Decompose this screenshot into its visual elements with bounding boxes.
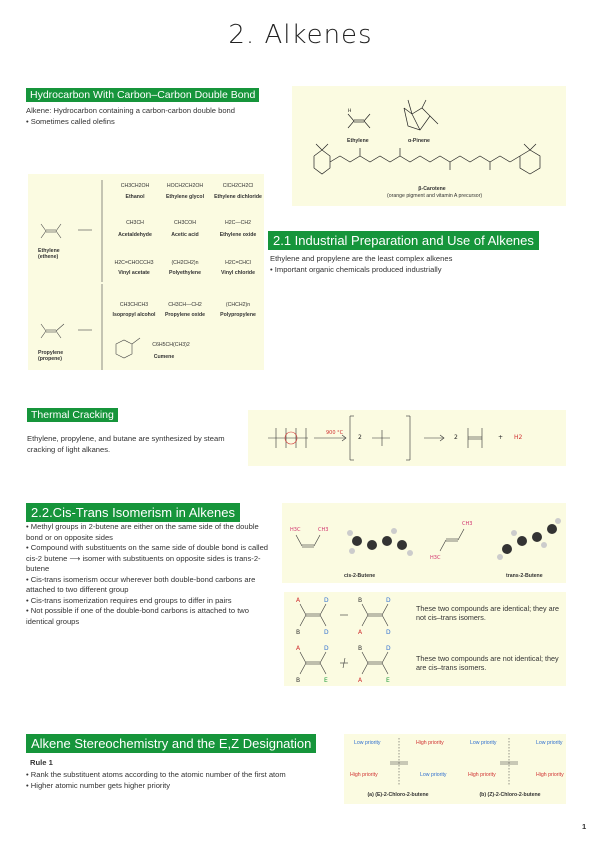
ez-rules-text	[26, 770, 326, 791]
svg-text:D: D	[386, 597, 391, 604]
product-name: Acetaldehyde	[118, 232, 152, 238]
caption-z-isomer: (b) (Z)-2-Chloro-2-butene	[479, 792, 541, 798]
svg-text:D: D	[386, 645, 391, 652]
high-priority-label: High priority	[468, 772, 496, 778]
section-header-hydrocarbon: Hydrocarbon With Carbon–Carbon Double Bond	[26, 88, 259, 102]
product-formula: CH3CH	[126, 220, 144, 226]
alkene-term: Alkene	[26, 106, 50, 115]
alkene-definition	[26, 106, 276, 127]
product-formula: H2C=CHOCCH3	[114, 260, 154, 266]
cis-butene-caption: cis-2-Butene	[344, 573, 376, 579]
product-name: Ethylene dichloride	[214, 194, 262, 200]
product-name: Ethylene oxide	[219, 232, 257, 238]
page-title: 2. Alkenes	[228, 20, 373, 50]
cis-trans-bullet: • Not possible if one of the double-bond carbons is attached to two identical groups	[26, 606, 250, 626]
industrial-text	[270, 254, 570, 275]
ez-examples-figure	[344, 734, 566, 804]
alkene-definition-text: : Hydrocarbon containing a carbon-carbon double bond	[49, 106, 235, 115]
product-formula: ClCH2CH2Cl	[222, 183, 254, 189]
propylene-sub: (propene)	[38, 356, 62, 362]
ethylene-caption: Ethylene	[347, 138, 369, 144]
product-name: Vinyl acetate	[118, 270, 150, 276]
butene-models-figure	[282, 503, 566, 583]
industrial-line-2: • Important organic chemicals produced industrially	[270, 264, 442, 274]
ethylene-sub: (ethene)	[38, 254, 59, 260]
product-name: Propylene oxide	[164, 312, 206, 318]
ethylene-name: Ethylene	[38, 248, 60, 254]
trans-butene-caption: trans-2-Butene	[506, 573, 543, 579]
product-name: Polyethylene	[168, 270, 201, 276]
low-priority-label: Low priority	[470, 740, 497, 746]
low-priority-label: Low priority	[536, 740, 563, 746]
rule-1-label: Rule 1	[30, 758, 53, 767]
product-formula: CH3COH	[174, 220, 196, 226]
product-name: Acetic acid	[171, 232, 199, 238]
butene-models-drawing	[282, 503, 566, 583]
alkene-examples-figure	[292, 86, 566, 206]
cis-trans-bullets	[26, 522, 276, 627]
ez-rule-line-2: • Higher atomic number gets higher priority	[26, 780, 171, 790]
svg-text:D: D	[386, 629, 391, 636]
isomer-comparison-figure	[284, 592, 566, 686]
svg-text:B: B	[358, 645, 363, 652]
section-header-ez: Alkene Stereochemistry and the E,Z Designation	[26, 734, 316, 753]
product-formula: C6H5CH(CH3)2	[152, 342, 190, 348]
high-priority-label: High priority	[416, 740, 444, 746]
svg-text:B: B	[296, 629, 301, 636]
product-formula: CH3CHCH3	[119, 302, 149, 308]
svg-text:H3C: H3C	[290, 527, 301, 533]
svg-text:H3C: H3C	[430, 555, 441, 561]
product-formula: CH3CH—CH2	[168, 302, 202, 308]
product-formula: CH3CH2OH	[120, 183, 150, 189]
thermal-cracking-text: Ethylene, propylene, and butane are synthesized by steam cracking of light alkanes.	[27, 434, 225, 454]
high-priority-label: High priority	[536, 772, 564, 778]
svg-text:E: E	[324, 677, 328, 684]
pinene-caption: α-Pinene	[408, 138, 430, 144]
product-formula: (CH2CH2)n	[171, 260, 199, 266]
svg-text:A: A	[358, 677, 363, 684]
svg-text:B: B	[296, 677, 301, 684]
product-name: Isopropyl alcohol	[112, 312, 156, 318]
product-name: Vinyl chloride	[221, 270, 255, 276]
industrial-line-1: Ethylene and propylene are the least complex alkenes	[270, 254, 453, 263]
page-number: 1	[582, 822, 587, 831]
svg-text:A: A	[296, 597, 301, 604]
product-formula: H2C—CH2	[225, 220, 251, 226]
section-header-cis-trans: 2.2.Cis-Trans Isomerism in Alkenes	[26, 503, 240, 522]
svg-text:A: A	[296, 645, 301, 652]
product-name: Cumene	[153, 354, 175, 360]
section-header-industrial: 2.1 Industrial Preparation and Use of Alkenes	[268, 231, 539, 250]
svg-text:D: D	[324, 645, 329, 652]
plus-sign: +	[498, 434, 504, 441]
svg-text:E: E	[386, 677, 390, 684]
identical-note: These two compounds are identical; they are not cis–trans isomers.	[416, 604, 560, 622]
svg-text:CH3: CH3	[462, 521, 473, 527]
coefficient-2: 2	[454, 434, 458, 441]
not-identical-note: These two compounds are not identical; they are cis–trans isomers.	[416, 654, 559, 672]
ez-rule-line-1: • Rank the substituent atoms according to the atomic number of the first atom	[26, 770, 286, 779]
thermal-cracking-reaction	[248, 410, 566, 466]
svg-text:H: H	[348, 109, 352, 114]
product-formula: HOCH2CH2OH	[166, 183, 204, 189]
cis-trans-bullet: • Compound with substituents on the same side of double bond is called cis-2 butene ⟶ isomer with substituents on opposite sides is trans-2-butene	[26, 543, 269, 573]
caption-e-isomer: (a) (E)-2-Chloro-2-butene	[367, 792, 429, 798]
svg-text:CH3: CH3	[318, 527, 329, 533]
svg-text:B: B	[358, 597, 363, 604]
temperature-label: 900 °C	[326, 430, 344, 436]
svg-text:A: A	[358, 629, 363, 636]
hydrogen-product: H2	[514, 434, 523, 441]
product-name: Ethanol	[125, 194, 145, 200]
cis-trans-bullet: • Cis-trans isomerization requires end groups to differ in pairs	[26, 595, 232, 605]
carotene-subcaption: (orange pigment and vitamin A precursor)	[387, 193, 483, 199]
low-priority-label: Low priority	[420, 772, 447, 778]
ethylene-propylene-products-chart	[28, 174, 264, 370]
low-priority-label: Low priority	[354, 740, 381, 746]
coefficient-1: 2	[358, 434, 362, 441]
product-formula: (CHCH2)n	[225, 302, 251, 308]
product-name: Ethylene glycol	[165, 194, 205, 200]
svg-text:D: D	[324, 629, 329, 636]
cis-trans-bullet: • Cis-trans isomerism occur wherever both double-bond carbons are attached to two different group	[26, 574, 256, 594]
carotene-caption: β-Carotene	[418, 186, 446, 192]
cis-trans-bullet: • Methyl groups in 2-butene are either on the same side of the double bond or on opposite sides	[26, 522, 259, 542]
svg-text:D: D	[324, 597, 329, 604]
product-formula: H2C=CHCl	[225, 260, 251, 266]
section-header-thermal-cracking: Thermal Cracking	[27, 408, 118, 422]
high-priority-label: High priority	[350, 772, 378, 778]
product-name: Polypropylene	[220, 312, 256, 318]
olefins-note: • Sometimes called olefins	[26, 116, 115, 126]
propylene-name: Propylene	[38, 350, 64, 356]
